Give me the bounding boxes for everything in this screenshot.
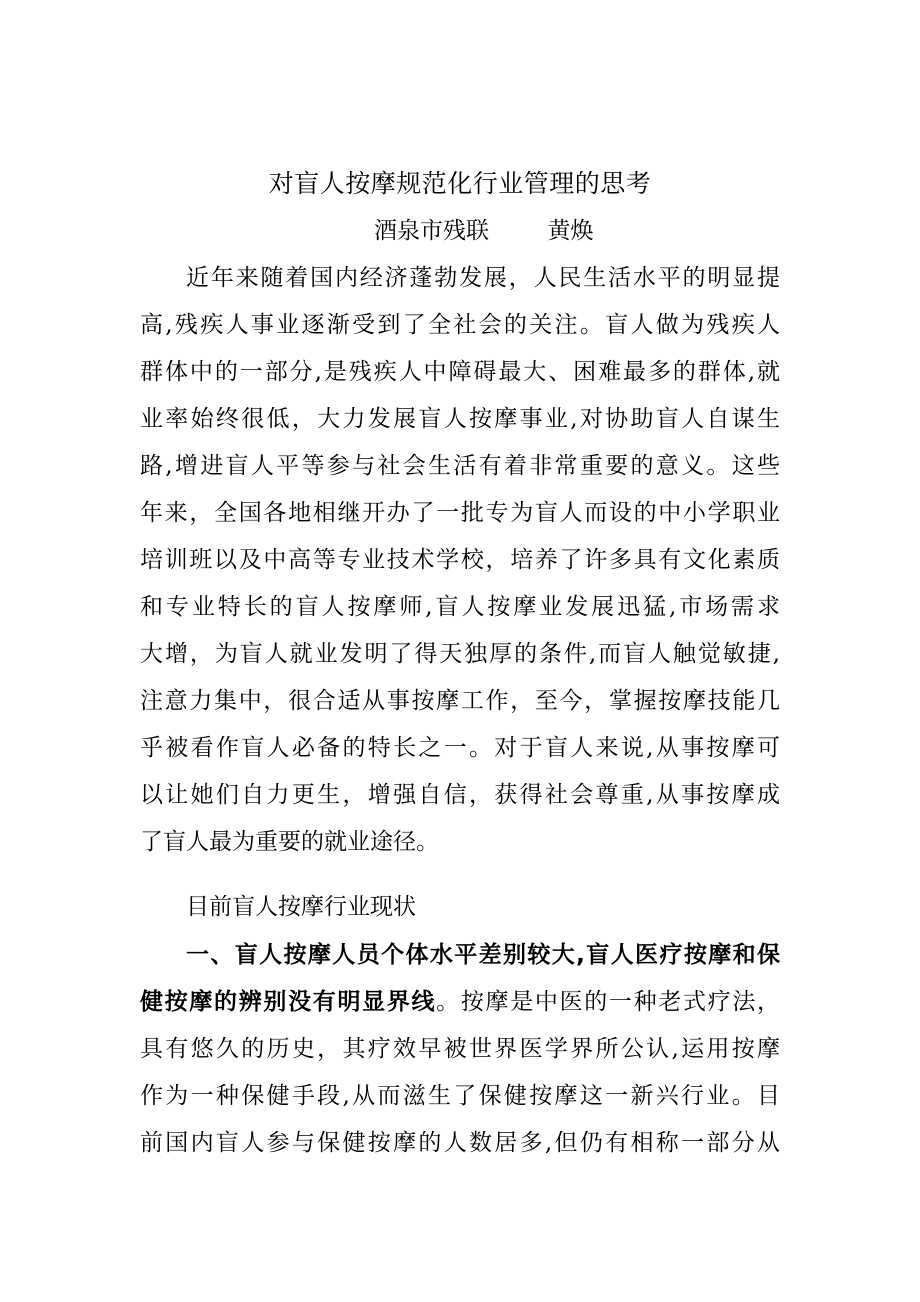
paragraph-line: 近年来随着国内经济蓬勃发展，人民生活水平的明显提 <box>186 265 780 291</box>
paragraph-line: 作为一种保健手段,从而滋生了保健按摩这一新兴行业。目 <box>140 1083 780 1109</box>
paragraph-text: 。按摩是中医的一种老式疗法， <box>436 989 780 1015</box>
paragraph-line: 以让她们自力更生，增强自信，获得社会尊重,从事按摩成 <box>140 782 780 808</box>
paragraph-line: 群体中的一部分,是残疾人中障碍最大、困难最多的群体,就 <box>140 359 780 385</box>
paragraph-line: 培训班以及中高等专业技术学校，培养了许多具有文化素质 <box>140 547 780 573</box>
bold-lead-text: 一、盲人按摩人员个体水平差别较大,盲人医疗按摩和保 <box>186 942 780 968</box>
paragraph-line <box>140 932 780 979</box>
paragraph-line: 具有悠久的历史，其疗效早被世界医学界所公认,运用按摩 <box>140 1036 780 1062</box>
paragraph-line: 年来，全国各地相继开办了一批专为盲人而设的中小学职业 <box>140 500 780 526</box>
section-heading: 目前盲人按摩行业现状 <box>186 894 416 920</box>
paragraph-line: 和专业特长的盲人按摩师,盲人按摩业发展迅猛,市场需求 <box>140 594 780 620</box>
paragraph-line: 路,增进盲人平等参与社会生活有着非常重要的意义。这些 <box>140 453 780 479</box>
paragraph-line: 业率始终很低，大力发展盲人按摩事业,对协助盲人自谋生 <box>140 406 780 432</box>
paragraph-line: 注意力集中，很合适从事按摩工作，至今，掌握按摩技能几 <box>140 688 780 714</box>
paragraph-1 <box>140 255 780 866</box>
paragraph-2 <box>140 932 780 1167</box>
paragraph-line: 大增，为盲人就业发明了得天独厚的条件,而盲人触觉敏捷, <box>140 641 780 667</box>
paragraph-line <box>140 979 780 1026</box>
author-byline: 酒泉市残联 黄焕 <box>374 218 594 244</box>
paragraph-line: 前国内盲人参与保健按摩的人数居多,但仍有相称一部分从 <box>140 1130 780 1156</box>
paragraph-line: 了盲人最为重要的就业途径。 <box>140 829 439 855</box>
paragraph-line: 乎被看作盲人必备的特长之一。对于盲人来说,从事按摩可 <box>140 735 780 761</box>
document-title: 对盲人按摩规范化行业管理的思考 <box>268 169 652 198</box>
paragraph-line: 高,残疾人事业逐渐受到了全社会的关注。盲人做为残疾人 <box>140 312 780 338</box>
bold-lead-text: 健按摩的辨别没有明显界线 <box>140 989 437 1015</box>
